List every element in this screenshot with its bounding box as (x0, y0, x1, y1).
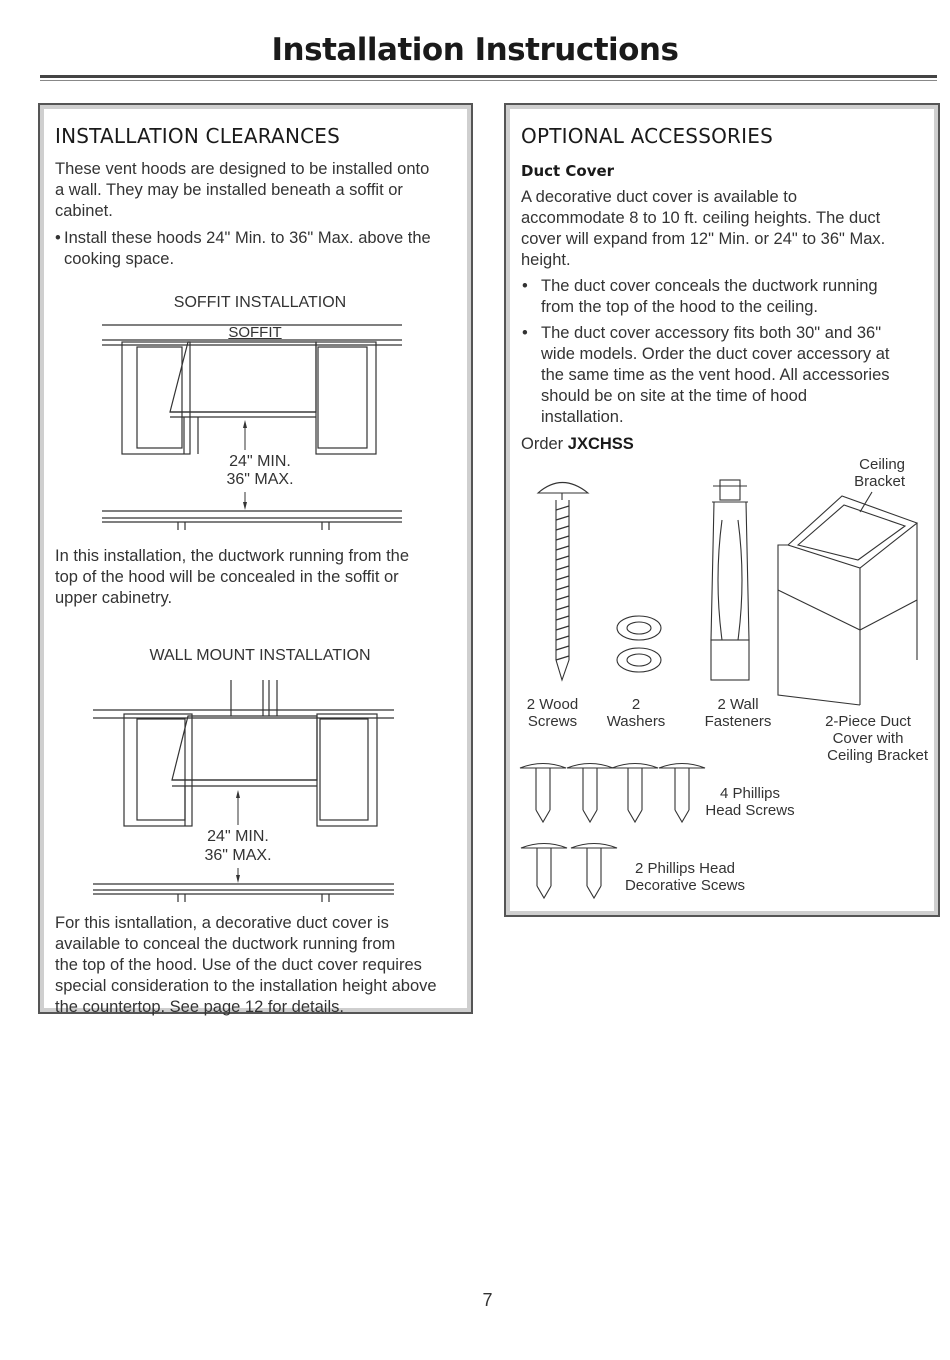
order-model-number: JXCHSS (567, 435, 634, 453)
ceiling-bracket-label-line: Ceiling (859, 456, 905, 473)
ceiling-bracket-label-line: Bracket (854, 473, 905, 490)
bullet-line: should be on site at the time of hood (541, 387, 808, 405)
decorative-screw-icon (521, 844, 567, 899)
intro-line: These vent hoods are designed to be installed onto (55, 160, 430, 178)
wood-screws-label-line: Screws (527, 713, 578, 730)
soffit-max-label: 36" MAX. (226, 471, 294, 488)
installation-clearances-heading: INSTALLATION CLEARANCES (55, 124, 341, 148)
wall-line: the countertop. See page 12 for details. (55, 998, 344, 1016)
bullet-marker: • (55, 229, 61, 247)
soffit-line: top of the hood will be concealed in the soffit or (55, 568, 399, 586)
bullet-marker: • (522, 277, 528, 295)
decorative-screws-label-line: Decorative Scews (624, 877, 746, 894)
duct-line: A decorative duct cover is available to (521, 188, 798, 206)
bullet-line: wide models. Order the duct cover accessory at (541, 345, 890, 363)
wall-fasteners-label-line: Fasteners (704, 713, 772, 730)
bullet-marker: • (522, 324, 528, 342)
decorative-screws-label (620, 860, 750, 894)
decorative-screw-icon (571, 844, 617, 899)
duct-cover-label-line: Cover with (832, 730, 904, 747)
wood-screw-icon (538, 483, 588, 494)
duct-cover-label-line: 2-Piece Duct (825, 713, 911, 730)
page-number: 7 (482, 1290, 493, 1310)
bullet-line: Install these hoods 24" Min. to 36" Max. above the (64, 229, 431, 247)
intro-line: cabinet. (55, 202, 113, 220)
soffit-label: SOFFIT (228, 324, 282, 341)
wall-max-label: 36" MAX. (204, 847, 272, 864)
washers-label (598, 696, 674, 730)
ceiling-bracket-label (655, 456, 905, 490)
soffit-line: In this installation, the ductwork running from the (55, 547, 410, 565)
phillips-screw-icon (612, 764, 658, 823)
optional-accessories-heading: OPTIONAL ACCESSORIES (521, 124, 773, 148)
wall-fasteners-label-line: 2 Wall (717, 696, 759, 713)
duct-line: height. (521, 251, 571, 269)
duct-cover-bracket-icon (778, 492, 917, 705)
bullet-line: from the top of the hood to the ceiling. (541, 298, 819, 316)
washers-label-line: 2 (631, 696, 641, 713)
soffit-min-label: 24" MIN. (229, 453, 291, 470)
phillips-screws-label-line: Head Screws (705, 802, 795, 819)
bullet-line: installation. (541, 408, 624, 426)
washer-icon (617, 648, 661, 672)
wall-line: For this isntallation, a decorative duct cover is (55, 914, 389, 932)
bullet-line: The duct cover accessory fits both 30" and 36" (541, 324, 882, 342)
wall-line: the top of the hood. Use of the duct cover requires (55, 956, 422, 974)
page-title: Installation Instructions (271, 32, 679, 68)
order-prefix: Order (521, 435, 568, 453)
duct-cover-subheading: Duct Cover (521, 162, 615, 180)
wall-min-label: 24" MIN. (207, 828, 269, 845)
bullet-line: the same time as the vent hood. All accessories (541, 366, 890, 384)
duct-cover-label (808, 713, 928, 764)
wall-mount-caption: WALL MOUNT INSTALLATION (149, 647, 371, 664)
washer-icon (617, 616, 661, 640)
duct-line: accommodate 8 to 10 ft. ceiling heights. The duct (521, 209, 881, 227)
wall-line: available to conceal the ductwork running from (55, 935, 396, 953)
wood-screws-label-line: 2 Wood (526, 696, 579, 713)
wall-fastener-icon (711, 480, 749, 680)
duct-cover-label-line: Ceiling Bracket (827, 747, 928, 764)
wall-fasteners-label (693, 696, 783, 730)
bullet-line: The duct cover conceals the ductwork running (541, 277, 878, 295)
wall-line: special consideration to the installation height above (55, 977, 437, 995)
bullet-line: cooking space. (64, 250, 175, 268)
duct-line: cover will expand from 12" Min. or 24" to 36" Max. (521, 230, 886, 248)
washers-label-line: Washers (606, 713, 666, 730)
decorative-screws-label-line: 2 Phillips Head (634, 860, 736, 877)
phillips-screws-label (700, 785, 800, 819)
phillips-screws-label-line: 4 Phillips (719, 785, 781, 802)
soffit-installation-caption: SOFFIT INSTALLATION (173, 294, 347, 311)
intro-line: a wall. They may be installed beneath a soffit or (55, 181, 403, 199)
phillips-screw-icon (520, 764, 566, 823)
phillips-screw-icon (659, 764, 705, 823)
wood-screws-label (515, 696, 590, 730)
soffit-line: upper cabinetry. (55, 589, 173, 607)
phillips-screw-icon (567, 764, 613, 823)
